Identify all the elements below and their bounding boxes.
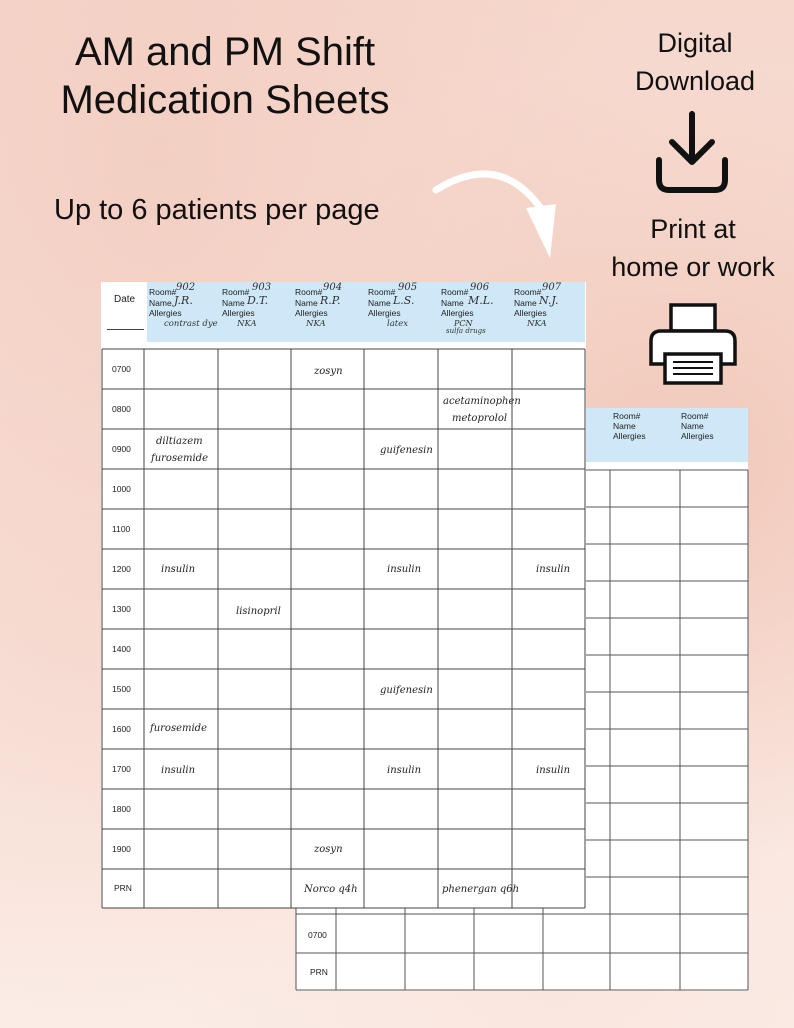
time-label: 0900: [112, 444, 131, 454]
time-label: 1400: [112, 644, 131, 654]
allergies-label: Allergies: [149, 308, 182, 318]
allergies-label: Allergies: [441, 308, 474, 318]
patient-name: R.P.: [320, 294, 341, 307]
time-label: 1500: [112, 684, 131, 694]
time-label: 0800: [112, 404, 131, 414]
name-label: Name: [613, 421, 636, 431]
room-label: Room#: [514, 287, 542, 297]
allergy-value-2: sulfa drugs: [446, 327, 486, 335]
med-entry: furosemide: [151, 453, 208, 464]
room-label: Room#: [295, 287, 323, 297]
digital-line-2: Download: [634, 66, 756, 96]
back-time-label: PRN: [310, 967, 328, 977]
allergies-label: Allergies: [222, 308, 255, 318]
allergy-value: latex: [387, 319, 409, 329]
room-number: 903: [252, 282, 272, 293]
room-label: Room#: [613, 411, 641, 421]
med-entry: lisinopril: [236, 606, 281, 617]
time-label: 1800: [112, 804, 131, 814]
time-label: PRN: [114, 883, 132, 893]
med-entry: Norco q4h: [304, 884, 358, 895]
allergies-label: Allergies: [681, 431, 714, 441]
med-entry: insulin: [536, 765, 571, 776]
med-entry: insulin: [387, 765, 422, 776]
name-label: Name: [368, 298, 391, 308]
name-label: Name: [441, 298, 464, 308]
room-label: Room#: [681, 411, 709, 421]
back-time-label: 0700: [308, 930, 327, 940]
allergy-value: NKA: [527, 319, 547, 329]
name-label: Name: [149, 298, 172, 308]
patient-name: J.R.: [174, 294, 193, 307]
allergies-label: Allergies: [368, 308, 401, 318]
allergy-value: NKA: [306, 319, 326, 329]
time-label: 1900: [112, 844, 131, 854]
med-entry: acetaminophen: [443, 396, 521, 407]
allergies-label: Allergies: [295, 308, 328, 318]
med-entry: zosyn: [314, 366, 343, 377]
title-line-1: AM and PM Shift: [74, 30, 376, 74]
med-entry: insulin: [536, 564, 571, 575]
patient-name: M.L.: [468, 294, 494, 307]
med-entry: guifenesin: [380, 445, 433, 456]
title-line-2: Medication Sheets: [60, 78, 390, 122]
med-entry: furosemide: [150, 723, 207, 734]
name-label: Name: [222, 298, 245, 308]
patient-name: D.T.: [247, 294, 269, 307]
room-number: 907: [542, 282, 562, 293]
room-number: 902: [176, 282, 196, 293]
print-line-2: home or work: [611, 252, 775, 282]
room-number: 906: [470, 282, 490, 293]
time-label: 1300: [112, 604, 131, 614]
allergy-value: NKA: [237, 319, 257, 329]
name-label: Name: [681, 421, 704, 431]
date-label: Date: [114, 294, 136, 305]
time-label: 1200: [112, 564, 131, 574]
allergies-label: Allergies: [613, 431, 646, 441]
med-entry: insulin: [161, 765, 196, 776]
allergy-value: PCN: [454, 319, 473, 328]
med-entry: insulin: [387, 564, 422, 575]
med-entry: insulin: [161, 564, 196, 575]
allergies-label: Allergies: [514, 308, 547, 318]
room-label: Room#: [222, 287, 250, 297]
time-label: 1100: [112, 524, 131, 534]
time-label: 1700: [112, 764, 131, 774]
patient-name: L.S.: [393, 294, 415, 307]
med-entry: guifenesin: [380, 685, 433, 696]
med-entry: zosyn: [314, 844, 343, 855]
med-entry: diltiazem: [156, 436, 203, 447]
patient-name: N.J.: [539, 294, 559, 307]
time-label: 1000: [112, 484, 131, 494]
name-label: Name: [514, 298, 537, 308]
time-label: 1600: [112, 724, 131, 734]
time-label: 0700: [112, 364, 131, 374]
room-number: 905: [398, 282, 418, 293]
med-entry: phenergan q6h: [442, 884, 520, 895]
print-line-1: Print at: [650, 214, 736, 244]
allergy-value: contrast dye: [164, 319, 218, 329]
name-label: Name: [295, 298, 318, 308]
subtitle: Up to 6 patients per page: [54, 194, 380, 226]
room-label: Room#: [441, 287, 469, 297]
room-number: 904: [323, 282, 343, 293]
room-label: Room#: [368, 287, 396, 297]
room-label: Room#: [149, 287, 177, 297]
med-entry: metoprolol: [452, 413, 508, 424]
digital-line-1: Digital: [657, 28, 733, 58]
